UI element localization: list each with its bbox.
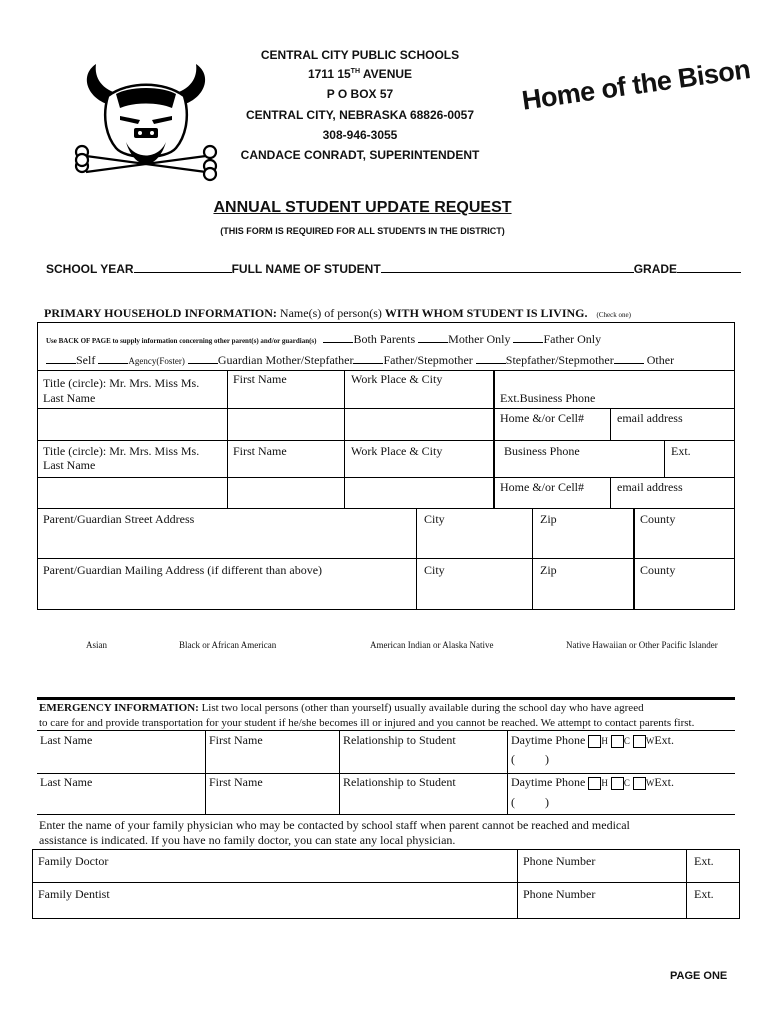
school-year-label: SCHOOL YEAR [46, 262, 134, 276]
mailing-address-label: Parent/Guardian Mailing Address (if different than above) [43, 563, 323, 577]
emergency1-cell-label: C [623, 736, 630, 746]
mailing-zip-label: Zip [540, 563, 557, 577]
guardian-blank[interactable] [188, 363, 218, 364]
family-dentist-label: Family Dentist [38, 887, 110, 901]
family-doctor-label: Family Doctor [38, 854, 109, 868]
emergency2-ext-label: Ext. [654, 775, 675, 789]
emergency2-first-divider [205, 772, 206, 814]
emergency-heading: EMERGENCY INFORMATION: [39, 702, 199, 714]
parent2-first-name-field[interactable] [227, 478, 345, 509]
street-suffix: TH [350, 68, 361, 75]
district-city: CENTRAL CITY, NEBRASKA 68826-0057 [245, 108, 475, 122]
primary-heading-bold: PRIMARY HOUSEHOLD INFORMATION: [44, 306, 277, 320]
parent1-last-name-label: Last Name [43, 391, 96, 405]
parent2-last-name-label: Last Name [43, 458, 96, 472]
school-year-field[interactable] [134, 272, 232, 273]
street-name: AVENUE [360, 67, 413, 81]
emergency1-relationship[interactable]: Relationship to Student [343, 733, 456, 747]
agency-option: Agency(Foster) [128, 356, 185, 366]
mailing-city-label: City [424, 563, 445, 577]
emergency2-last-name[interactable]: Last Name [40, 775, 93, 789]
physician-intro-2: assistance is indicated. If you have no family doctor, you can state any local physician. [39, 833, 456, 847]
stepfather-stepmother-option: Stepfather/Stepmother [505, 353, 614, 367]
household-options-row1 [46, 332, 601, 347]
agency-blank[interactable] [98, 363, 128, 364]
race-asian[interactable]: Asian [86, 640, 107, 650]
parent2-workplace-label: Work Place & City [351, 444, 443, 458]
primary-household-heading [44, 306, 631, 321]
parent1-last-name-field[interactable] [37, 408, 227, 441]
full-name-field[interactable] [381, 272, 634, 273]
emergency1-cell-checkbox[interactable] [611, 735, 624, 748]
street-city-label: City [424, 512, 445, 526]
mailing-county-label: County [640, 563, 676, 577]
parent2-home-cell-label: Home &/or Cell# [500, 480, 584, 494]
parent2-title-label: Title (circle): Mr. Mrs. Miss Ms. [43, 444, 200, 458]
other-blank[interactable] [614, 363, 644, 364]
emergency2-cell-label: C [623, 778, 630, 788]
district-po-box: P O BOX 57 [326, 87, 394, 101]
parent1-workplace-field[interactable] [345, 408, 494, 441]
self-option: Self [76, 353, 96, 367]
form-subtitle: (THIS FORM IS REQUIRED FOR ALL STUDENTS IN THE DISTRICT) [220, 226, 505, 236]
emergency2-work-label: W [645, 778, 655, 788]
father-stepmother-blank[interactable] [353, 363, 383, 364]
parent2-last-name-field[interactable] [37, 478, 227, 509]
primary-heading-living: WITH WHOM STUDENT IS LIVING. [384, 306, 588, 320]
both-parents-blank[interactable] [323, 342, 353, 343]
emergency2-home-checkbox[interactable] [588, 777, 601, 790]
father-only-option: Father Only [543, 332, 602, 346]
emergency2-rel-divider [339, 772, 340, 814]
emergency1-work-label: W [645, 736, 655, 746]
parent1-home-cell-label: Home &/or Cell# [500, 411, 584, 425]
grade-field[interactable] [677, 272, 741, 273]
parent1-workplace-label: Work Place & City [351, 372, 443, 386]
back-of-page-note: Use BACK OF PAGE to supply information concerning other parent(s) and/or guardian(s) [46, 337, 317, 345]
other-option: Other [646, 353, 675, 367]
parent1-email-label: email address [617, 411, 683, 425]
district-street [200, 67, 520, 81]
emergency-intro-2: to care for and provide transportation for your student if he/she becomes ill or injured and you cannot be reached. We attempt to contact parents first. [39, 717, 695, 729]
emergency1-rel-divider [339, 730, 340, 772]
street-address-label: Parent/Guardian Street Address [43, 512, 195, 526]
emergency2-work-checkbox[interactable] [633, 777, 646, 790]
parent2-email-label: email address [617, 480, 683, 494]
self-blank[interactable] [46, 363, 76, 364]
emergency2-relationship[interactable]: Relationship to Student [343, 775, 456, 789]
form-title: ANNUAL STUDENT UPDATE REQUEST [213, 199, 512, 216]
emergency-intro-1 [39, 702, 644, 714]
emergency-rule [37, 697, 735, 700]
parent2-business-phone-label: Business Phone [504, 444, 580, 458]
emergency2-phone-divider [507, 772, 508, 814]
parent2-first-name-label: First Name [233, 444, 287, 458]
emergency1-home-label: H [601, 736, 608, 746]
emergency2-daytime-phone-label: Daytime Phone [511, 775, 586, 789]
district-name: CENTRAL CITY PUBLIC SCHOOLS [260, 48, 460, 62]
emergency2-first-name[interactable]: First Name [209, 775, 263, 789]
emergency1-daytime-phone-label: Daytime Phone [511, 733, 586, 747]
emergency1-first-name[interactable]: First Name [209, 733, 263, 747]
race-hawaiian[interactable]: Native Hawaiian or Other Pacific Islander [566, 640, 718, 650]
page-number: PAGE ONE [670, 970, 728, 982]
parent1-first-name-field[interactable] [227, 408, 345, 441]
doctor-phone-label: Phone Number [523, 854, 596, 868]
parent1-first-name-label: First Name [233, 372, 287, 386]
emergency-line1: List two local persons (other than yourself) usually available during the school day who have agreed [198, 702, 644, 714]
parent2-workplace-field[interactable] [345, 478, 494, 509]
emergency1-home-checkbox[interactable] [588, 735, 601, 748]
race-american-indian[interactable]: American Indian or Alaska Native [370, 640, 494, 650]
primary-heading-mid: Name(s) of person(s) [276, 306, 385, 320]
emergency1-work-checkbox[interactable] [633, 735, 646, 748]
slogan: Home of the Bison [520, 53, 752, 116]
emergency1-ext-label: Ext. [654, 733, 675, 747]
parent2-ext-label: Ext. [671, 444, 691, 458]
emergency2-cell-checkbox[interactable] [611, 777, 624, 790]
household-options-row2 [46, 353, 674, 368]
student-info-line [46, 262, 741, 276]
physician-intro-1: Enter the name of your family physician who may be contacted by school staff when parent cannot be reached and medical [39, 818, 630, 832]
dentist-phone-label: Phone Number [523, 887, 596, 901]
street-county-label: County [640, 512, 676, 526]
district-phone: 308-946-3055 [322, 128, 398, 142]
dentist-ext-label: Ext. [694, 887, 714, 901]
street-zip-label: Zip [540, 512, 557, 526]
mother-only-blank[interactable] [418, 342, 448, 343]
parent1-title-label: Title (circle): Mr. Mrs. Miss Ms. [43, 376, 200, 390]
parent1-business-phone-label: Ext.Business Phone [500, 391, 596, 405]
emergency2-phone[interactable] [511, 775, 674, 790]
emergency1-phone-divider [507, 730, 508, 772]
full-name-label: FULL NAME OF STUDENT [231, 262, 381, 276]
emergency1-first-divider [205, 730, 206, 772]
street-number: 1711 15 [307, 67, 351, 81]
mother-only-option: Mother Only [448, 332, 511, 346]
grade-label: GRADE [633, 262, 678, 276]
check-one-note: (Check one) [596, 311, 631, 319]
emergency2-area-code[interactable]: ( ) [511, 795, 549, 809]
emergency2-home-label: H [601, 778, 608, 788]
doctor-ext-label: Ext. [694, 854, 714, 868]
emergency1-area-code[interactable]: ( ) [511, 752, 549, 766]
father-stepmother-option: Father/Stepmother [383, 353, 473, 367]
stepfather-blank[interactable] [476, 363, 506, 364]
emergency1-phone[interactable] [511, 733, 674, 748]
guardian-mother-stepfather-option: Guardian Mother/Stepfather [217, 353, 354, 367]
emergency1-last-name[interactable]: Last Name [40, 733, 93, 747]
father-only-blank[interactable] [513, 342, 543, 343]
race-black[interactable]: Black or African American [179, 640, 277, 650]
both-parents-option: Both Parents [353, 332, 416, 346]
superintendent: CANDACE CONRADT, SUPERINTENDENT [240, 148, 480, 162]
